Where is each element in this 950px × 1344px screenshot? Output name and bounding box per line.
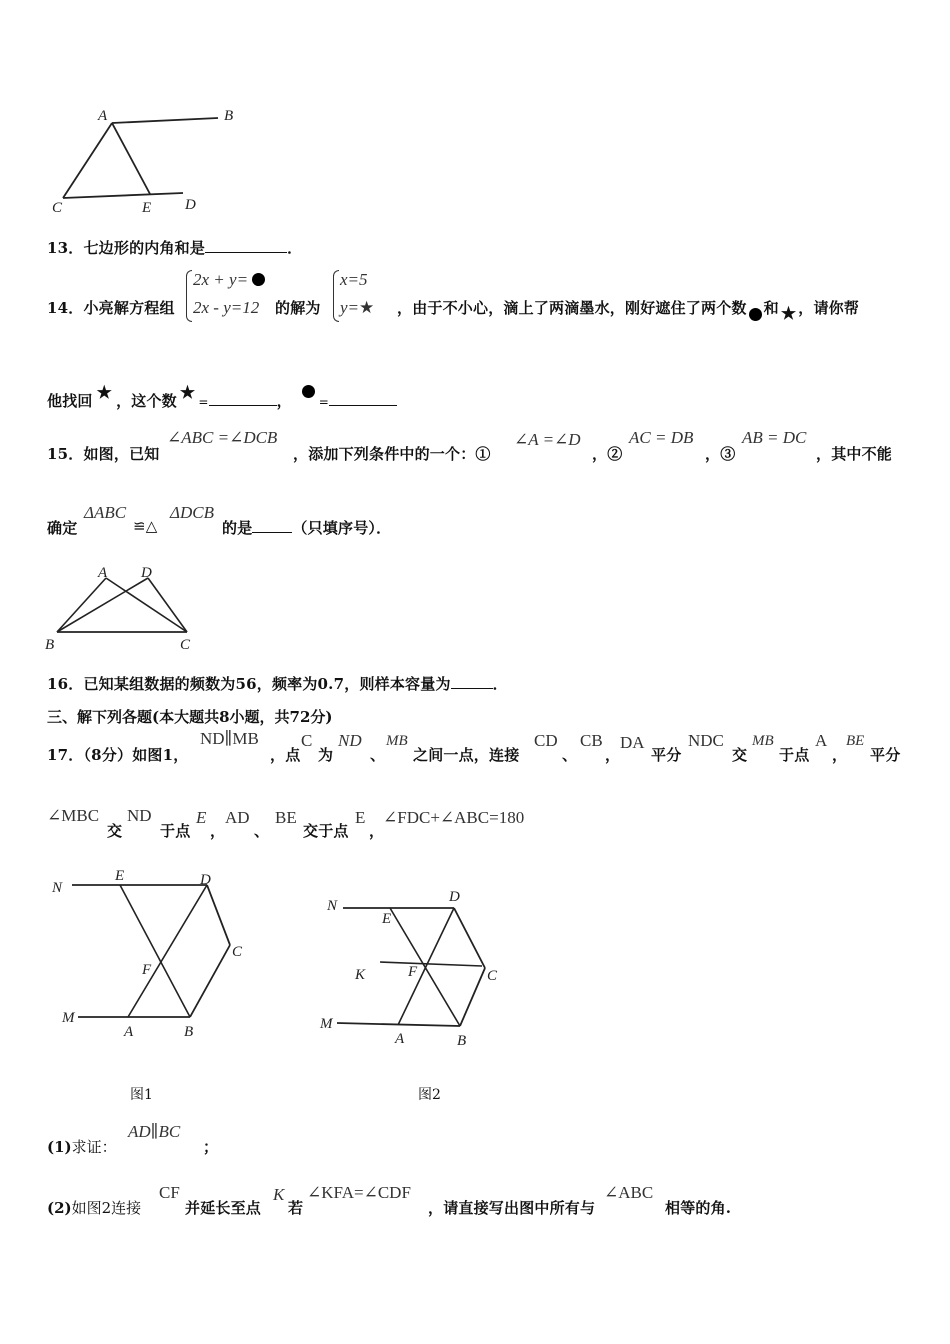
q17-p15: 、 [254,822,270,840]
q17-num: 17．（8分）如图1， [47,746,189,764]
q15-cond2: AC = DB [629,428,694,447]
label-d: D [200,872,211,888]
sub2-t2: 并延长至点 [185,1199,262,1217]
label-c: C [52,200,63,216]
q14-rest: ，由于不小心，滴上了两滴墨水，刚好遮住了两个数 和 ★ ，请你帮 [397,299,860,324]
q15-mid: ，添加下列条件中的一个：① [293,445,491,463]
label-d: D [449,889,460,905]
q17-p9: 于点 [779,746,810,764]
label-a: A [395,1031,405,1047]
figure-2 [315,880,525,1055]
figure-1 [40,862,270,1047]
label-a: A [124,1024,134,1040]
sub2-abc: ∠ABC [604,1183,654,1202]
q15-num: 15．如图，已知 [47,445,160,463]
sub2-t3: 若 [288,1199,304,1217]
label-e: E [115,868,125,884]
q14-brace-1 [186,270,192,322]
figure-2-caption: 图2 [418,1087,441,1103]
q17-p1: ，点 [270,746,301,764]
q13-end: ． [287,239,303,257]
label-k: K [355,967,366,983]
q17-p16: 交于点 [303,822,349,840]
q17-p11: 平分 [870,746,901,764]
q17-mb2: MB [752,733,774,749]
section-3-title: 三、解下列各题(本大题共8小题，共72分) [47,708,333,726]
label-b: B [457,1033,467,1049]
sub1-label [47,1136,117,1157]
label-c: C [487,968,498,984]
q15-line2b: 的是 （只填序号）． [222,519,392,537]
q17-p5: 、 [562,746,578,764]
q17-a: A [815,731,828,750]
sub2-cf: CF [159,1183,180,1202]
q17-p17: ， [369,822,385,840]
question-14-line2: 他找回 ★ ，这个数 ★ = ， = [47,383,397,411]
q17-nd-mb: ND∥MB [200,729,259,748]
sub1-num: (1) [47,1138,72,1156]
q17-mb: MB [386,733,408,749]
q13-text: 13．七边形的内角和是 [47,239,206,257]
label-n: N [52,880,63,896]
star-icon: ★ [359,298,375,317]
question-13 [47,237,302,258]
q17-mbc: ∠MBC [47,806,100,825]
label-d: D [141,565,152,581]
q14-sys1-line1: 2x + y= [193,270,265,290]
q17-nd: ND [338,731,362,750]
q17-da: DA [620,733,645,752]
star-icon: ★ [96,383,113,403]
q17-p13: 于点 [160,822,191,840]
q14-mid: 的解为 [275,299,321,317]
q15-line2a: 确定 [47,519,78,537]
q17-p10: ， [832,746,848,764]
label-f: F [408,964,418,980]
q17-cb: CB [580,731,603,750]
sub2-t1: 如图2连接 [71,1199,142,1217]
label-f: F [142,962,152,978]
q17-p3: 、 [370,746,386,764]
sub2-t4: ，请直接写出图中所有与 [428,1199,596,1217]
q17-be2: BE [275,808,297,827]
top-figure [40,100,260,220]
q15-end: ，其中不能 [816,445,893,463]
label-e: E [382,911,392,927]
q15-cond1: ∠A =∠D [514,430,581,449]
label-m: M [62,1010,75,1026]
sub2-k: K [273,1185,285,1204]
label-d: D [185,197,196,213]
q14-brace-2 [333,270,339,322]
ink-dot-icon [252,273,265,286]
q17-p4: 之间一点，连接 [413,746,520,764]
label-b: B [224,108,234,124]
q17-p2: 为 [318,746,334,764]
q17-ndc: NDC [688,731,724,750]
q15-sep2: ，② [592,445,623,463]
q17-p6: ， [605,746,621,764]
figure-1-caption: 图1 [130,1087,153,1103]
star-icon: ★ [179,383,196,403]
q15-figure [40,562,210,654]
sub1-end: ； [203,1138,219,1156]
q14-sys2-line1: x=5 [340,270,368,289]
q17-e2: E [355,808,366,827]
q17-p8: 交 [732,746,748,764]
sub1-text: 求证： [71,1138,117,1156]
sub2-t5: 相等的角. [665,1199,732,1217]
q17-nd2: ND [127,806,152,825]
question-14-line1 [47,297,175,318]
q14-num: 14．小亮解方程组 [47,299,175,317]
sub2-label [47,1197,141,1218]
label-c: C [180,637,191,653]
q17-p14: ， [210,822,226,840]
label-b: B [45,637,55,653]
dot-answer-blank[interactable] [329,391,397,406]
star-answer-blank[interactable] [209,391,277,406]
q17-ad: AD [225,808,250,827]
star-icon: ★ [780,304,797,324]
q17-c: C [301,731,313,750]
sub1-expr: AD∥BC [128,1122,181,1141]
q17-cd: CD [534,731,558,750]
ink-dot-icon [302,385,315,398]
q15-given: ∠ABC =∠DCB [167,428,278,447]
label-b: B [184,1024,194,1040]
q15-blank[interactable] [252,518,292,533]
q15-cond3: AB = DC [742,428,807,447]
q17-be: BE [846,733,865,749]
q15-sep3: ，③ [705,445,736,463]
label-m: M [320,1016,333,1032]
q17-angle-sum: ∠FDC+∠ABC=180 [383,808,525,827]
sub2-num: (2) [47,1199,72,1217]
q15-cong: ≌△ [133,517,158,535]
label-c: C [232,944,243,960]
q17-e: E [196,808,207,827]
label-a: A [98,565,108,581]
label-a: A [98,108,108,124]
q14-sys2-line2: y=★ [340,298,375,317]
ink-dot-icon [749,308,762,321]
q15-tri1: ΔABC [84,503,127,522]
label-n: N [327,898,338,914]
q17-p12: 交 [107,822,123,840]
q14-sys1-line2: 2x - y=12 [193,298,260,317]
sub2-cond: ∠KFA=∠CDF [307,1183,411,1202]
q17-p7: 平分 [651,746,682,764]
q13-blank[interactable] [205,238,287,253]
label-e: E [142,200,152,216]
q16-blank[interactable] [451,674,493,689]
question-16: 16．已知某组数据的频数为56，频率为0.7，则样本容量为 ． [47,675,508,693]
q15-tri2: ΔDCB [170,503,214,522]
